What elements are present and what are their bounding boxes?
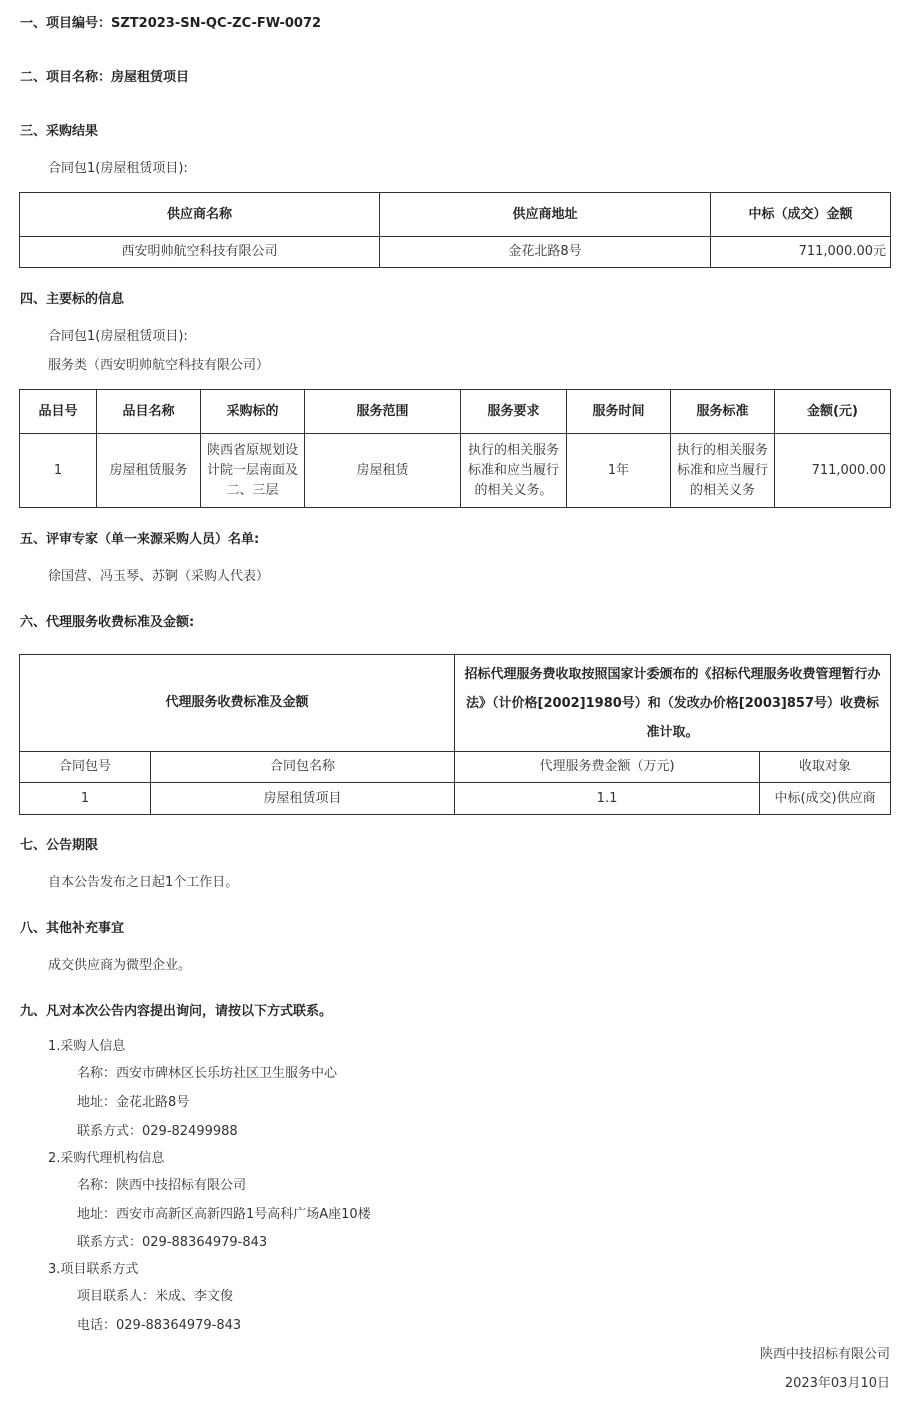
section-agency-fee: 六、代理服务收费标准及金额:: [20, 615, 195, 630]
cell-service-requirement: 执行的相关服务标准和应当履行的相关义务。: [461, 434, 567, 508]
section-subject-info: 四、主要标的信息: [20, 292, 125, 307]
project-number-value: SZT2023-SN-QC-ZC-FW-0072: [111, 16, 322, 31]
header-fee-target: 收取对象: [760, 752, 891, 783]
agency-title: 2.采购代理机构信息: [48, 1151, 165, 1166]
notice-period-text: 自本公告发布之日起1个工作日。: [48, 875, 239, 890]
cell-fee-amount: 1.1: [455, 783, 760, 815]
footer-date: 2023年03月10日: [784, 1376, 890, 1391]
purchaser-address: 地址：金花北路8号: [77, 1095, 190, 1110]
header-fee-amount: 代理服务费金额（万元): [455, 752, 760, 783]
section-procurement-result: 三、采购结果: [20, 124, 99, 139]
subject-package-label: 合同包1(房屋租赁项目):: [48, 329, 188, 344]
table-row: [20, 783, 891, 815]
cell-procurement-subject: 陕西省原规划设计院一层南面及二、三层: [201, 434, 305, 508]
header-service-scope: 服务范围: [305, 390, 461, 434]
header-amount: 金额(元): [775, 390, 891, 434]
header-service-standard: 服务标准: [671, 390, 775, 434]
header-service-time: 服务时间: [567, 390, 671, 434]
cell-service-scope: 房屋租赁: [305, 434, 461, 508]
subject-table: [19, 389, 891, 508]
agency-address: 地址：西安市高新区高新四路1号高科广场A座10楼: [77, 1207, 371, 1222]
header-service-requirement: 服务要求: [461, 390, 567, 434]
table-row: [20, 237, 891, 268]
header-package-name: 合同包名称: [151, 752, 455, 783]
purchaser-name: 名称：西安市碑林区长乐坊社区卫生服务中心: [77, 1066, 338, 1081]
result-package-label: 合同包1(房屋租赁项目):: [48, 161, 188, 176]
purchaser-title: 1.采购人信息: [48, 1039, 126, 1054]
purchaser-phone: 联系方式：029-82499988: [77, 1124, 238, 1139]
supplement-text: 成交供应商为微型企业。: [48, 958, 192, 973]
cell-fee-target: 中标(成交)供应商: [760, 783, 891, 815]
table-header-row: [20, 390, 891, 434]
header-supplier-address: 供应商地址: [380, 193, 711, 237]
header-item-name: 品目名称: [97, 390, 201, 434]
cell-item-name: 房屋租赁服务: [97, 434, 201, 508]
cell-service-time: 1年: [567, 434, 671, 508]
section-project-number: [20, 15, 321, 33]
fee-standard-text: 招标代理服务费收取按照国家计委颁布的《招标代理服务收费管理暂行办法》（计价格[2002]1980号）和（发改办价格[2003]857号）收费标准计取。: [455, 655, 891, 752]
cell-supplier-name: 西安明帅航空科技有限公司: [20, 237, 380, 268]
header-procurement-subject: 采购标的: [201, 390, 305, 434]
header-award-amount: 中标（成交）金额: [711, 193, 891, 237]
section-notice-period: 七、公告期限: [20, 838, 99, 853]
footer-company: 陕西中技招标有限公司: [759, 1347, 890, 1362]
project-contact-phone: 电话：029-88364979-843: [77, 1318, 242, 1333]
fee-standard-label: 代理服务收费标准及金额: [20, 655, 455, 752]
subject-category-label: 服务类（西安明帅航空科技有限公司）: [48, 358, 270, 373]
section-experts: 五、评审专家（单一来源采购人员）名单:: [20, 532, 260, 547]
header-package-no: 合同包号: [20, 752, 151, 783]
project-number-label: 一、项目编号：: [20, 16, 112, 31]
table-header-row: [20, 752, 891, 783]
fee-table: [19, 654, 891, 815]
cell-supplier-address: 金花北路8号: [380, 237, 711, 268]
table-row: [20, 434, 891, 508]
experts-list: 徐国营、冯玉琴、苏锕（采购人代表）: [48, 569, 270, 584]
cell-service-standard: 执行的相关服务标准和应当履行的相关义务: [671, 434, 775, 508]
cell-package-name: 房屋租赁项目: [151, 783, 455, 815]
cell-amount: 711,000.00: [775, 434, 891, 508]
cell-award-amount: 711,000.00元: [711, 237, 891, 268]
section-contact: 九、凡对本次公告内容提出询问，请按以下方式联系。: [20, 1004, 333, 1019]
agency-name: 名称：陕西中技招标有限公司: [77, 1178, 247, 1193]
header-supplier-name: 供应商名称: [20, 193, 380, 237]
header-item-no: 品目号: [20, 390, 97, 434]
cell-package-no: 1: [20, 783, 151, 815]
section-supplement: 八、其他补充事宜: [20, 921, 125, 936]
project-contact-title: 3.项目联系方式: [48, 1262, 139, 1277]
cell-item-no: 1: [20, 434, 97, 508]
section-project-name: 二、项目名称：房屋租赁项目: [20, 70, 190, 85]
table-header-row: [20, 193, 891, 237]
result-table: [19, 192, 891, 268]
agency-phone: 联系方式：029-88364979-843: [77, 1235, 268, 1250]
fee-standard-row: [20, 655, 891, 752]
project-contact-person: 项目联系人：米成、李文俊: [77, 1289, 234, 1304]
